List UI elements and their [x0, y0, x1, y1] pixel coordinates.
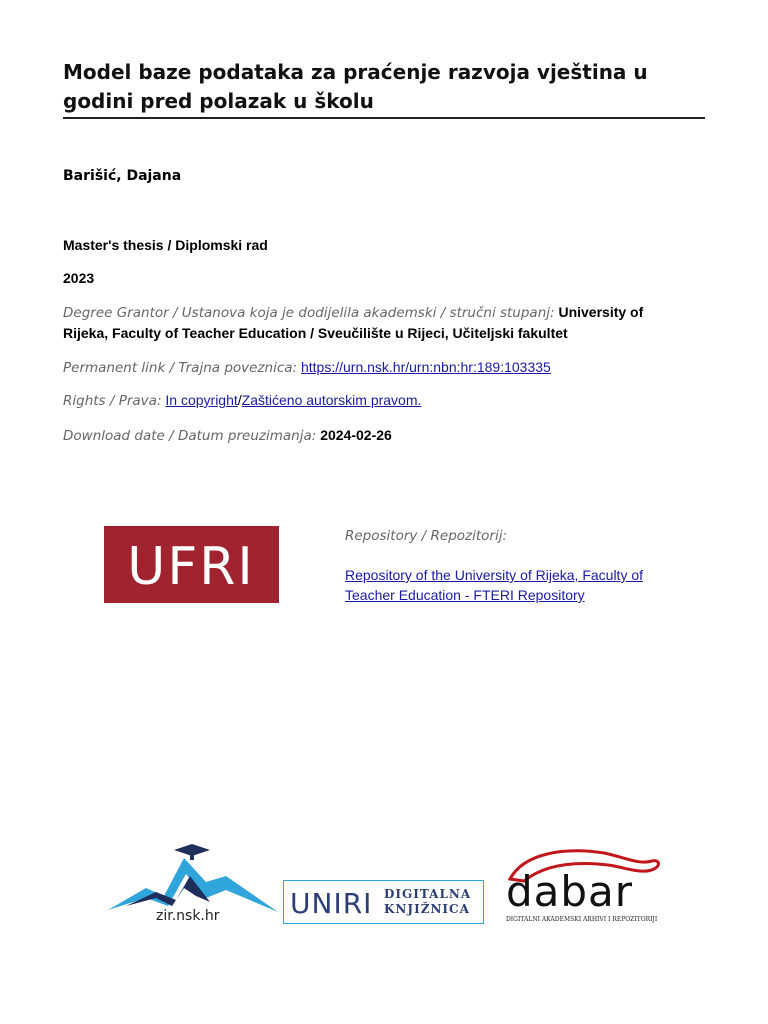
- document-year: [63, 268, 94, 288]
- rights-link-zasticeno[interactable]: Zaštićeno autorskim pravom.: [241, 392, 422, 408]
- permalink-link[interactable]: https://urn.nsk.hr/urn:nbn:hr:189:103335: [300, 359, 551, 375]
- degree-grantor: [63, 302, 703, 343]
- permanent-link-row: [63, 357, 551, 378]
- rights-separator: /: [237, 392, 242, 408]
- rights-link-copyright[interactable]: In copyright: [165, 392, 238, 408]
- repository-label: Repository / Repozitorij:: [345, 528, 508, 544]
- dabar-subtitle: DIGITALNI AKADEMSKI ARHIVI I REPOZITORIJI: [506, 916, 658, 923]
- document-year-text: 2023: [63, 270, 95, 286]
- uniri-text: UNIRI: [290, 887, 373, 920]
- title-divider: [63, 117, 705, 119]
- uniri-logo[interactable]: [283, 880, 484, 924]
- grantor-value-1: University of: [558, 304, 644, 320]
- zir-logo[interactable]: [106, 840, 281, 930]
- download-date: 2024-02-26: [320, 427, 392, 443]
- repository-link[interactable]: [345, 565, 675, 605]
- repository-link-line-1[interactable]: Repository of the University of Rijeka, Faculty of: [345, 567, 644, 583]
- dabar-logo[interactable]: [504, 845, 664, 930]
- ufri-logo-icon: [104, 526, 279, 603]
- dabar-text: dabar: [506, 867, 634, 916]
- uniri-wordmark: [284, 882, 384, 922]
- rights-row: [63, 390, 421, 411]
- uniri-knjiznica: KNJIŽNICA: [384, 902, 470, 916]
- permalink-label: Permanent link / Trajna poveznica:: [63, 360, 298, 376]
- document-title: Model baze podataka za praćenje razvoja vještina u godini pred polazak u školu: [63, 60, 648, 113]
- document-type: [63, 235, 268, 255]
- grantor-label: Degree Grantor / Ustanova koja je dodijelila akademski / stručni stupanj:: [63, 305, 555, 321]
- uniri-digitalna: DIGITALNA: [384, 887, 472, 901]
- repository-link-line-2[interactable]: Teacher Education - FTERI Repository: [345, 587, 585, 603]
- rights-label: Rights / Prava:: [63, 393, 162, 409]
- uniri-subtitle: [384, 887, 471, 917]
- grantor-value-2: Rijeka, Faculty of Teacher Education / Sveučilište u Rijeci, Učiteljski fakultet: [63, 325, 568, 341]
- ufri-logo-text: UFRI: [127, 537, 255, 597]
- download-label: Download date / Datum preuzimanja:: [63, 428, 317, 444]
- document-type-text: Master's thesis / Diplomski rad: [63, 237, 268, 253]
- ufri-logo[interactable]: [104, 526, 279, 603]
- author-name: Barišić, Dajana: [63, 168, 182, 184]
- download-date-row: [63, 425, 392, 446]
- zir-text: zir.nsk.hr: [156, 908, 220, 924]
